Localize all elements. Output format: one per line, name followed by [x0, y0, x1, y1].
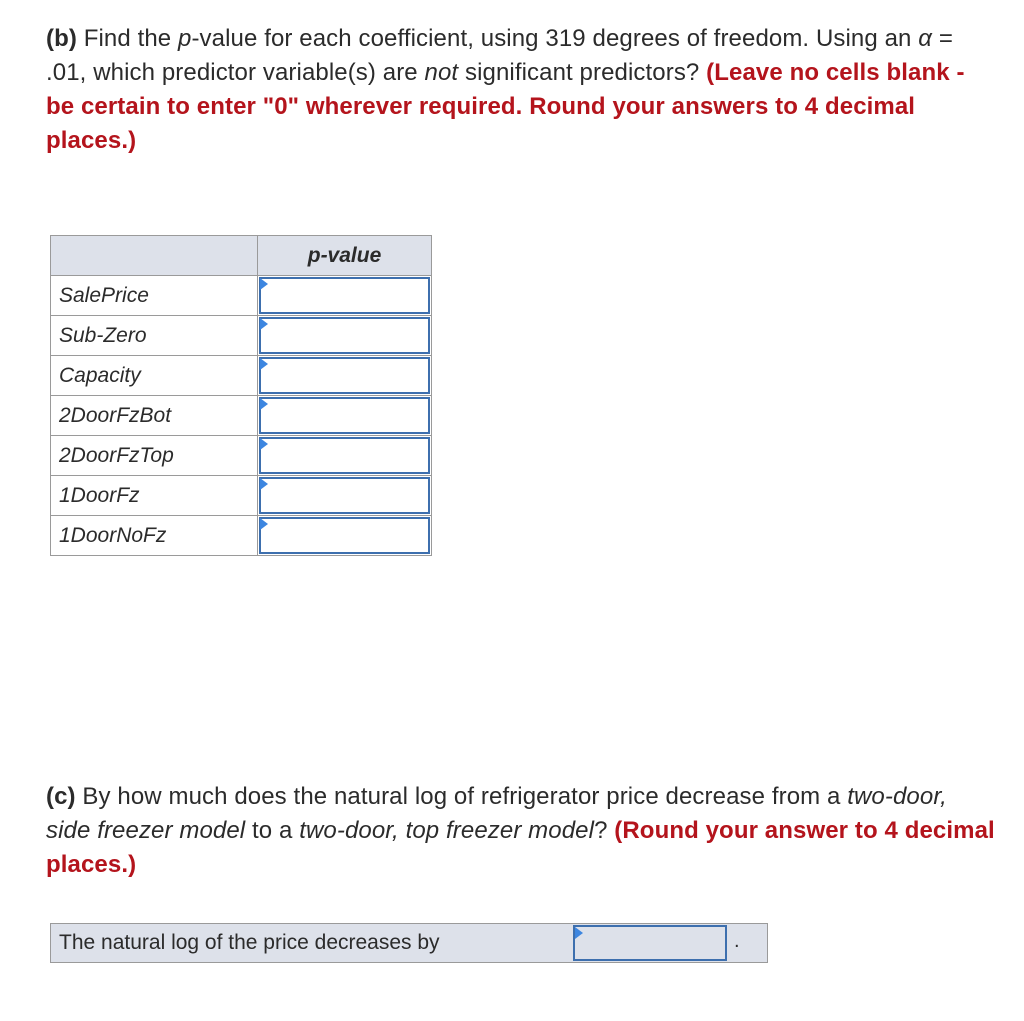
row-label: 1DoorNoFz: [51, 516, 258, 556]
row-label: 1DoorFz: [51, 476, 258, 516]
question-c-text: to a: [245, 817, 300, 844]
question-c-italic: two-door, top freezer model: [299, 817, 595, 844]
table-row: [51, 516, 432, 556]
answer-row: [50, 923, 768, 963]
row-label: SalePrice: [51, 276, 258, 316]
p-value-input-2doorfzbot[interactable]: [259, 397, 430, 434]
answer-suffix: .: [734, 930, 740, 952]
alpha-symbol: α: [918, 25, 933, 52]
row-label: Sub-Zero: [51, 316, 258, 356]
p-value-input-2doorfztop[interactable]: [259, 437, 430, 474]
log-price-decrease-input[interactable]: [573, 925, 727, 961]
table-row: [51, 356, 432, 396]
answer-box: [573, 925, 727, 961]
header-blank-cell: [51, 236, 258, 276]
table-row: [51, 276, 432, 316]
question-c-italic: two-door, side freezer model: [46, 783, 947, 844]
table-row: [51, 316, 432, 356]
question-c-text: ?: [594, 817, 615, 844]
p-value-input-capacity[interactable]: [259, 357, 430, 394]
not-italic: not: [424, 59, 459, 86]
answer-label: The natural log of the price decreases by: [59, 931, 440, 954]
row-label: 2DoorFzBot: [51, 396, 258, 436]
p-value-table: [50, 235, 432, 556]
question-b-text: -value for each coefficient, using 319 degrees of freedom. Using an: [191, 25, 919, 52]
question-b-text: Find the: [76, 25, 179, 52]
question-c-instruction: (Round your answer to 4 decimal places.): [46, 817, 995, 878]
table-header-row: [51, 236, 432, 276]
p-italic: p: [178, 25, 192, 52]
p-value-header: p-value: [258, 236, 432, 276]
question-b-text: = .01, which predictor variable(s) are: [46, 25, 953, 86]
question-b-text: significant predictors?: [458, 59, 707, 86]
row-label: Capacity: [51, 356, 258, 396]
table-row: [51, 476, 432, 516]
p-value-input-saleprice[interactable]: [259, 277, 430, 314]
question-b: [46, 22, 996, 158]
table-row: [51, 436, 432, 476]
question-c: [46, 780, 996, 882]
question-c-label: (c): [46, 783, 76, 810]
row-label: 2DoorFzTop: [51, 436, 258, 476]
p-value-input-sub-zero[interactable]: [259, 317, 430, 354]
p-value-input-1doornofz[interactable]: [259, 517, 430, 554]
question-b-label: (b): [46, 25, 77, 52]
table-row: [51, 396, 432, 436]
p-value-input-1doorfz[interactable]: [259, 477, 430, 514]
question-c-text: By how much does the natural log of refrigerator price decrease from a: [75, 783, 848, 810]
question-b-instruction: (Leave no cells blank - be certain to enter "0" wherever required. Round your answers to 4 decimal places.): [46, 59, 965, 154]
